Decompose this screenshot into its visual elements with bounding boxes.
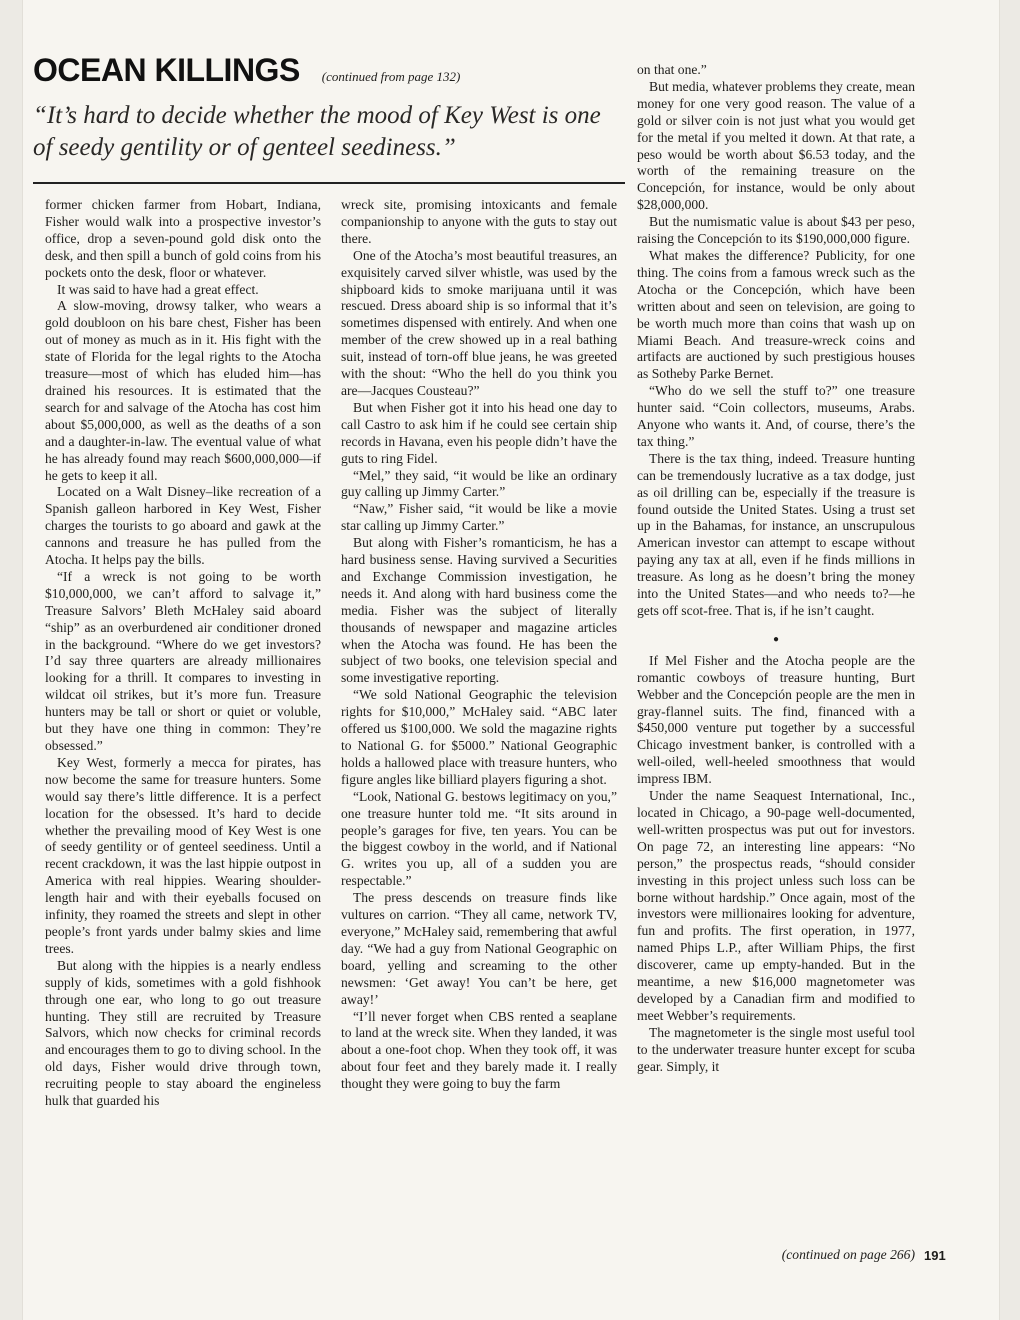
article-title: OCEAN KILLINGS [33,52,300,88]
paragraph: “Who do we sell the stuff to?” one treasure hunter said. “Coin collectors, museums, Arabs. Anyone who wants it. And, of course, there’s the tax thing.” [637,383,915,449]
text-column-2 [341,197,617,1093]
paragraph: Key West, formerly a mecca for pirates, has now become the same for treasure hunters. Some would say there’s little difference. It is a perfect location for the obsessed. It’s hard to decide whether the prevailing mood of Key West is one of seedy gentility or of genteel seediness. Until a recent crackdown, it was the last hippie outpost in America with real hippies. Wearing shoulder-length hair and with their eyeballs focused on infinity, they roamed the streets and slept in other people’s front yards under balmy skies and lime trees. [45,754,321,956]
paragraph: former chicken farmer from Hobart, Indiana, Fisher would walk into a prospective investor’s office, drop a seven-pound gold disk onto the desk, and then spill a bunch of gold coins from his pockets onto the desk, floor or whatever. [45,197,321,280]
paragraph: “If a wreck is not going to be worth $10,000,000, we can’t afford to salvage it,” Treasure Salvors’ Bleth McHaley said aboard “ship” as an overburdened air conditioner droned in the background. “Where do we get investors? I’d say three quarters are already millionaires looking for a thrill. It compares to investing in wildcat oil strikes, but it’s more fun. Treasure hunters may be tall or short or quiet or voluble, but they have one thing in common: They’re obsessed.” [45,568,321,753]
paragraph: Located on a Walt Disney–like recreation of a Spanish galleon harbored in Key West, Fisher charges the tourists to go aboard and gawk at the cannons and treasure he has pulled from the Atocha. It helps pay the bills. [45,484,321,568]
paragraph: What makes the difference? Publicity, for one thing. The coins from a famous wreck such as the Atocha or the Concepción, which have been written about and seen on television, are going to be worth much more than coins that wash up on Miami Beach. And treasure-wreck coins and artifacts are auctioned by such prestigious houses as Sotheby Parke Bernet. [637,247,915,382]
paragraph: on that one.” [637,62,707,77]
section-break-bullet-icon: ● [772,633,780,645]
paragraph: The press descends on treasure finds like vultures on carrion. “They all came, network TV, everyone,” McHaley said, remembering that awful day. “We had a guy from National Geographic on board, yelling and screaming to the other newsmen: ‘Get away! You can’t be here, get away!’ [341,890,617,1007]
continued-on-note: (continued on page 266) [781,1247,915,1262]
text-column-3 [637,62,915,1075]
paragraph: But when Fisher got it into his head one day to call Castro to ask him if he could see certain ship records in Havana, even his people didn’t have the guts to ring Fidel. [341,399,617,466]
article-header [33,52,623,89]
paragraph: But media, whatever problems they create, mean money for one very good reason. The value of a gold or silver coin is not just what you would get for the metal if you melted it down. At that rate, a peso would be worth about $6.53 today, and the worth of the remaining treasure on the Concepción, for instance, would be only about $28,000,000. [637,78,915,213]
continued-from-note: (continued from page 132) [321,69,461,84]
paragraph: “Mel,” they said, “it would be like an ordinary guy calling up Jimmy Carter.” [341,467,617,500]
paragraph: Under the name Seaquest International, Inc., located in Chicago, a 90-page well-documented, well-written prospectus was put out for investors. On page 72, an interesting line appears: “No person,” the prospectus reads, “should consider investing in this project unless such loss can be borne without hardship.” Once again, most of the investors were millionaires looking for adventure, fun and profits. The first operation, in 1977, named Phips L.P., after William Phips, the first discoverer, came up empty-handed. But in the meantime, a new $16,000 magnetometer was developed by a Canadian firm and modified to meet Webber’s requirements. [637,788,915,1023]
page-number: 191 [924,1248,946,1263]
paragraph: But along with the hippies is a nearly endless supply of kids, sometimes with a gold fishhook through one ear, who long to go out treasure hunting. They still are recruited by Treasure Salvors, which now checks for criminal records and encourages them to go to diving school. In the old days, Fisher would drive through town, recruiting people to stay aboard the engineless hulk that guarded his [45,957,321,1109]
paragraph: But the numismatic value is about $43 per peso, raising the Concepción to its $190,000,000 figure. [637,214,915,247]
header-divider [33,182,625,184]
paragraph: There is the tax thing, indeed. Treasure hunting can be tremendously lucrative as a tax dodge, just as oil drilling can be, especially if the treasure is found outside the United States. Using a trust set up in the Bahamas, for instance, an unscrupulous American investor can attempt to escape without paying any tax at all, even if he finds millions in treasure. As long as he doesn’t bring the money into the United States—and who needs to?—he gets off scot-free. That is, if he isn’t caught. [637,450,915,618]
pull-quote: “It’s hard to decide whether the mood of Key West is one of seedy gentility or of genteel seediness.” [33,102,601,161]
paragraph: wreck site, promising intoxicants and female companionship to anyone with the guts to stay out there. [341,197,617,246]
paragraph: A slow-moving, drowsy talker, who wears a gold doubloon on his bare chest, Fisher has been out of money as much as in it. His fight with the state of Florida for the legal rights to the Atocha treasure—most of which has eluded him—has drained his resources. It is estimated that the search for and salvage of the Atocha has cost him about $5,000,000, as well as the deaths of a son and a daughter-in-law. The eventual value of what he has already found may reach $600,000,000—if he gets to keep it all. [45,298,321,483]
text-column-1 [45,197,321,1110]
paragraph: It was said to have had a great effect. [57,281,259,297]
paragraph: “Look, National G. bestows legitimacy on you,” one treasure hunter told me. “It sits around in people’s garages for five, ten years. You can be the biggest cowboy in the world, and if National G. writes you up, all of a sudden you are respectable.” [341,788,617,889]
paragraph: “We sold National Geographic the television rights for $10,000,” McHaley said. “ABC later offered us $100,000. We sold the magazine rights to National G. for $5000.” National Geographic holds a hallowed place with treasure hunters, who figure angles like billiard players figuring a shot. [341,687,617,787]
paragraph: The magnetometer is the single most useful tool to the underwater treasure hunter except for scuba gear. Simply, it [637,1024,915,1074]
paragraph: “I’ll never forget when CBS rented a seaplane to land at the wreck site. When they landed, it was about a one-foot chop. When they took off, it was about four feet and they barely made it. I really thought they were going to buy the farm [341,1008,617,1092]
paragraph: But along with Fisher’s romanticism, he has a hard business sense. Having survived a Securities and Exchange Commission investigation, he needs it. And along with hard business come the media. Fisher was the subject of literally thousands of newspaper and magazine articles when the Atocha was found. He has been the subject of two books, one television special and some investigative reporting. [341,535,617,686]
paragraph: One of the Atocha’s most beautiful treasures, an exquisitely carved silver whistle, was used by the shipboard kids to smoke marijuana until it was rescued. Dress aboard ship is so informal that it’s sometimes dispensed with entirely. And when one member of the crew showed up in a real bathing suit, instead of torn-off blue jeans, he was greeted with the shout: “Who the hell do you think you are—Jacques Cousteau?” [341,247,617,398]
paragraph: If Mel Fisher and the Atocha people are the romantic cowboys of treasure hunting, Burt Webber and the Concepción people are the men in gray-flannel suits. The find, financed with a $450,000 venture put together by a successful Chicago investment banker, is controlled with a well-oiled, well-heeled smoothness that would impress IBM. [637,652,915,787]
paragraph: “Naw,” Fisher said, “it would be like a movie star calling up Jimmy Carter.” [341,501,617,534]
